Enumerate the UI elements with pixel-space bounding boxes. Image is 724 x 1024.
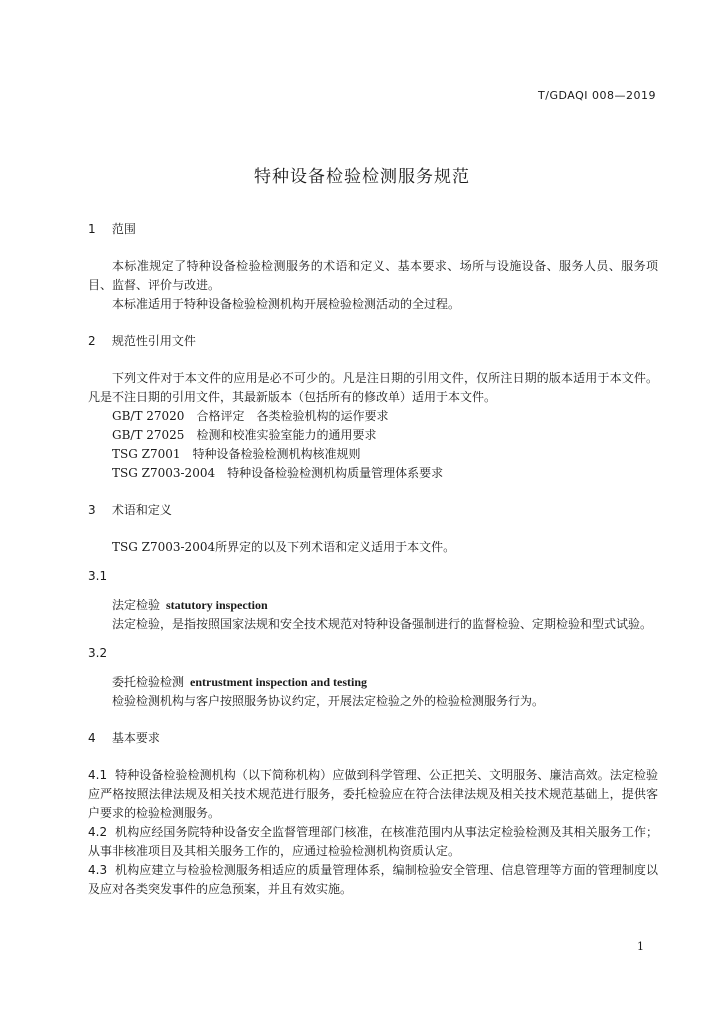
section-number: 2 [88,334,96,348]
paragraph: TSG Z7003-2004所界定的以及下列术语和定义适用于本文件。 [112,540,456,554]
term-name-cn: 法定检验 [112,598,161,612]
term-name-cn: 委托检验检测 [112,675,185,689]
clause-number: 4.3 [88,863,108,877]
page-number: 1 [637,940,644,953]
term-number: 3.2 [88,646,108,660]
reference-item: GB/T 27020 合格评定 各类检验机构的运作要求 [112,409,389,423]
section-title: 规范性引用文件 [111,334,196,348]
section-3-heading [88,501,658,520]
term-name-en: entrustment inspection and testing [190,675,368,689]
document-title: 特种设备检验检测服务规范 [254,167,470,187]
reference-item: GB/T 27025 检测和校准实验室能力的通用要求 [112,428,377,442]
clause [88,823,658,861]
reference-item: TSG Z7001 特种设备检验检测机构核准规则 [112,447,361,461]
reference-item: TSG Z7003-2004 特种设备检验检测机构质量管理体系要求 [112,466,444,480]
term-name [88,596,658,615]
section-title: 术语和定义 [111,503,172,517]
section-1-heading [88,220,658,239]
document-body [88,220,658,899]
clause [88,861,658,899]
paragraph: 本标准适用于特种设备检验检测机构开展检验检测活动的全过程。 [112,297,461,311]
section-2-heading [88,332,658,351]
document-code: T/GDAQI 008—2019 [538,89,656,102]
clause-text: 特种设备检验检测机构（以下简称机构）应做到科学管理、公正把关、文明服务、廉洁高效。法定检验应严格按照法律法规及相关技术规范进行服务，委托检验应在符合法律法规及相关技术规范基础上，提供客户要求的检验检测服务。 [88,768,658,820]
term-definition: 检验检测机构与客户按照服务协议约定，开展法定检验之外的检验检测服务行为。 [112,694,545,708]
section-number: 3 [88,503,96,517]
clause-number: 4.2 [88,825,108,839]
clause [88,766,658,823]
term-name-en: statutory inspection [166,598,268,612]
section-number: 4 [88,731,96,745]
clause-text: 机构应经国务院特种设备安全监督管理部门核准，在核准范围内从事法定检验检测及其相关服务工作；从事非核准项目及其相关服务工作的，应通过检验检测机构资质认定。 [88,825,658,858]
section-4-heading [88,729,658,748]
term-definition: 法定检验，是指按照国家法规和安全技术规范对特种设备强制进行的监督检验、定期检验和型式试验。 [112,617,653,631]
section-title: 基本要求 [111,731,160,745]
term-name [88,673,658,692]
section-title: 范围 [111,222,136,236]
clause-number: 4.1 [88,768,108,782]
paragraph: 本标准规定了特种设备检验检测服务的术语和定义、基本要求、场所与设施设备、服务人员、服务项目、监督、评价与改进。 [88,259,658,292]
paragraph: 下列文件对于本文件的应用是必不可少的。凡是注日期的引用文件，仅所注日期的版本适用于本文件。凡是不注日期的引用文件，其最新版本（包括所有的修改单）适用于本文件。 [88,371,658,404]
clause-text: 机构应建立与检验检测服务相适应的质量管理体系，编制检验安全管理、信息管理等方面的管理制度以及应对各类突发事件的应急预案，并且有效实施。 [88,863,658,896]
term-number: 3.1 [88,569,108,583]
section-number: 1 [88,222,96,236]
